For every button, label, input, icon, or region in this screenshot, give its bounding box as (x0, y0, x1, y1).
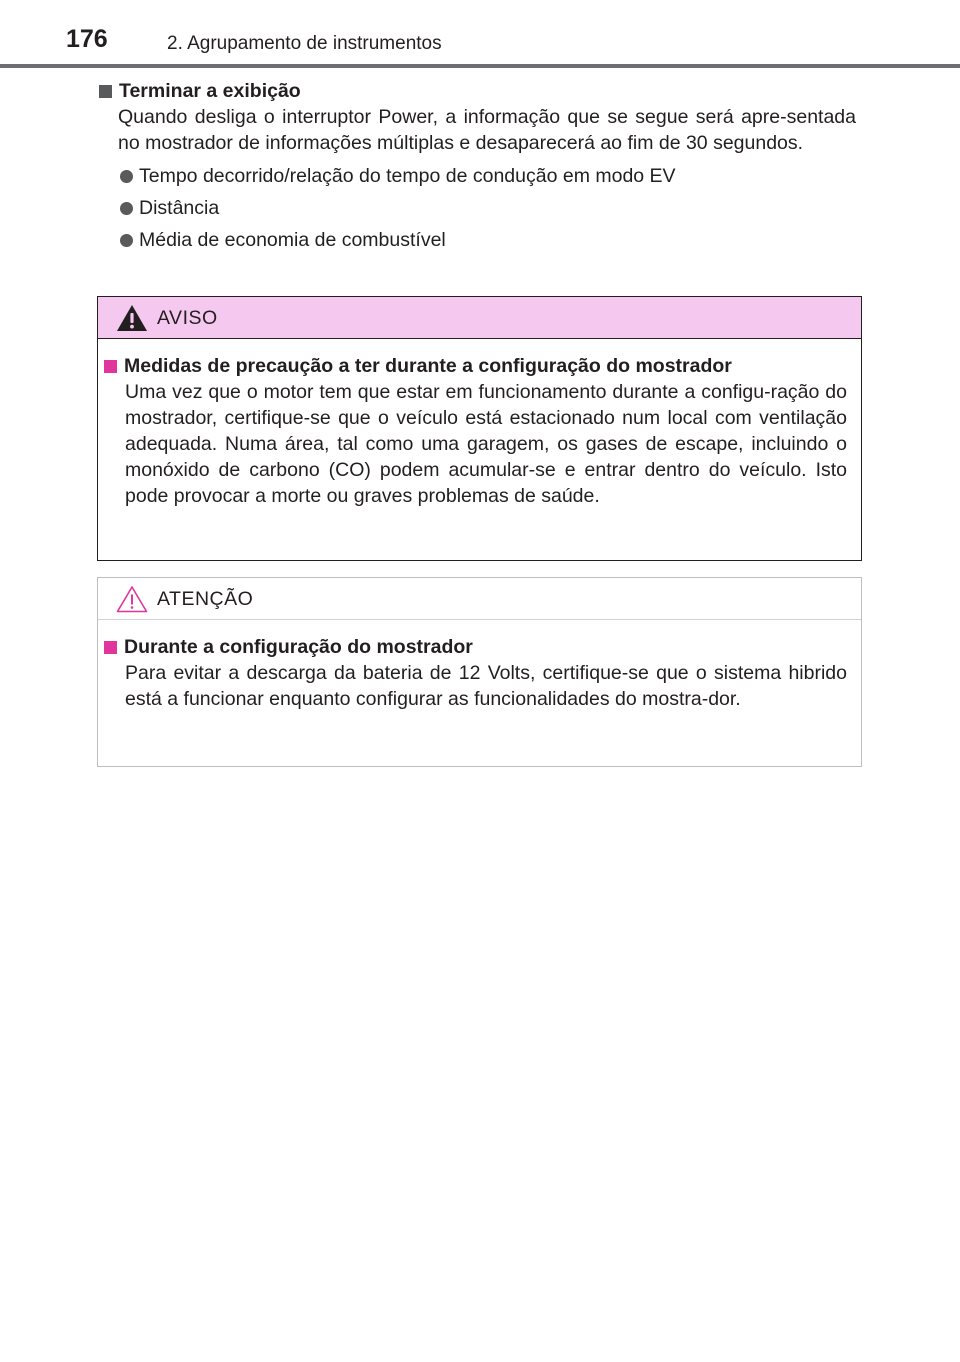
list-item (118, 192, 866, 224)
warning-triangle-outline-icon (116, 585, 148, 613)
round-bullet-icon (120, 170, 133, 183)
section-terminar-exibicao (96, 78, 866, 256)
warning-heading-text: Medidas de precaução a ter durante a configuração do mostrador (124, 355, 732, 377)
caution-body (98, 620, 861, 712)
warning-box-header (98, 297, 861, 339)
warning-paragraph: Uma vez que o motor tem que estar em funcionamento durante a configu-ração do mostrador, certifique-se que o veículo está estacionado num local com ventilação adequada. Numa área, tal como uma garagem, os gases de escape, incluindo o monóxido de carbono (CO) podem acumular-se e entrar dentro do veículo. Isto pode provocar a morte ou graves problemas de saúde. (125, 381, 847, 507)
list-item (118, 224, 866, 256)
caution-box-header (98, 578, 861, 620)
caution-heading (101, 634, 847, 660)
square-bullet-icon (104, 360, 117, 373)
header-rule (0, 64, 960, 68)
round-bullet-icon (120, 202, 133, 215)
section-paragraph: Quando desliga o interruptor Power, a informação que se segue será apre-sentada no mostrador de informações múltiplas e desaparecerá ao fim de 30 segundos. (118, 106, 856, 154)
caution-box (97, 577, 862, 767)
warning-body (98, 339, 861, 509)
chapter-title: 2. Agrupamento de instrumentos (167, 33, 442, 54)
square-bullet-icon (99, 85, 112, 98)
caution-heading-text: Durante a configuração do mostrador (124, 636, 473, 658)
list-item (118, 160, 866, 192)
list-item-text: Tempo decorrido/relação do tempo de condução em modo EV (139, 165, 676, 187)
page-header (0, 0, 960, 64)
bullet-list (118, 160, 866, 256)
page-number: 176 (66, 25, 108, 53)
section-heading (96, 78, 866, 104)
warning-triangle-filled-icon (116, 304, 148, 332)
warning-heading (101, 353, 847, 379)
list-item-text: Distância (139, 197, 220, 219)
list-item-text: Média de economia de combustível (139, 229, 446, 251)
warning-title: AVISO (157, 306, 218, 329)
caution-paragraph: Para evitar a descarga da bateria de 12 Volts, certifique-se que o sistema hibrido está a funcionar enquanto configurar as funcionalidades do mostra-dor. (125, 662, 847, 710)
square-bullet-icon (104, 641, 117, 654)
round-bullet-icon (120, 234, 133, 247)
caution-title: ATENÇÃO (157, 587, 254, 610)
section-heading-text: Terminar a exibição (119, 80, 301, 102)
warning-box (97, 296, 862, 561)
